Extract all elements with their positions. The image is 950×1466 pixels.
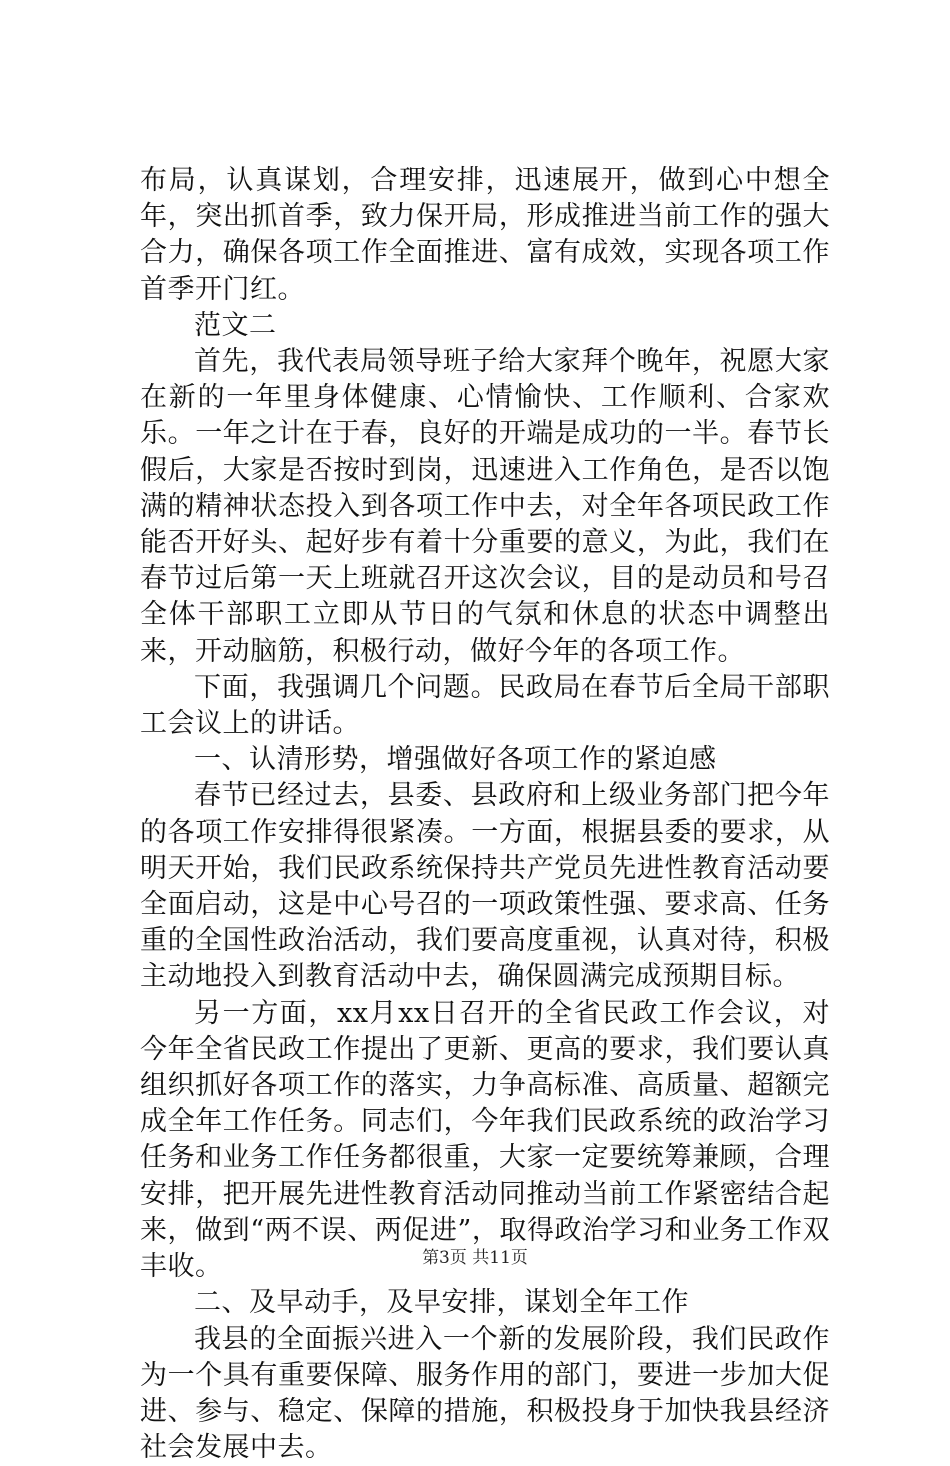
section-heading: 一、认清形势，增强做好各项工作的紧迫感: [140, 742, 830, 778]
document-body: [140, 163, 830, 1466]
paragraph: 下面，我强调几个问题。民政局在春节后全局干部职工会议上的讲话。: [140, 670, 830, 742]
sample-heading: 范文二: [140, 308, 830, 344]
paragraph: 我县的全面振兴进入一个新的发展阶段，我们民政作为一个具有重要保障、服务作用的部门，要进一步加大促进、参与、稳定、保障的措施，积极投身于加快我县经济社会发展中去。: [140, 1322, 830, 1466]
paragraph: 另一方面，xx月xx日召开的全省民政工作会议，对今年全省民政工作提出了更新、更高的要求，我们要认真组织抓好各项工作的落实，力争高标准、高质量、超额完成全年工作任务。同志们，今年我们民政系统的政治学习任务和业务工作任务都很重，大家一定要统筹兼顾，合理安排，把开展先进性教育活动同推动当前工作紧密结合起来，做到“两不误、两促进”，取得政治学习和业务工作双丰收。: [140, 996, 830, 1286]
section-heading: 二、及早动手，及早安排，谋划全年工作: [140, 1285, 830, 1321]
page-number-footer: 第3页 共11页: [0, 1243, 950, 1268]
paragraph-continuation: 布局，认真谋划，合理安排，迅速展开，做到心中想全年，突出抓首季，致力保开局，形成推进当前工作的强大合力，确保各项工作全面推进、富有成效，实现各项工作首季开门红。: [140, 163, 830, 308]
paragraph: 首先，我代表局领导班子给大家拜个晚年，祝愿大家在新的一年里身体健康、心情愉快、工作顺利、合家欢乐。一年之计在于春，良好的开端是成功的一半。春节长假后，大家是否按时到岗，迅速进入工作角色，是否以饱满的精神状态投入到各项工作中去，对全年各项民政工作能否开好头、起好步有着十分重要的意义，为此，我们在春节过后第一天上班就召开这次会议，目的是动员和号召全体干部职工立即从节日的气氛和休息的状态中调整出来，开动脑筋，积极行动，做好今年的各项工作。: [140, 344, 830, 670]
paragraph: 春节已经过去，县委、县政府和上级业务部门把今年的各项工作安排得很紧凑。一方面，根据县委的要求，从明天开始，我们民政系统保持共产党员先进性教育活动要全面启动，这是中心号召的一项政策性强、要求高、任务重的全国性政治活动，我们要高度重视，认真对待，积极主动地投入到教育活动中去，确保圆满完成预期目标。: [140, 778, 830, 995]
